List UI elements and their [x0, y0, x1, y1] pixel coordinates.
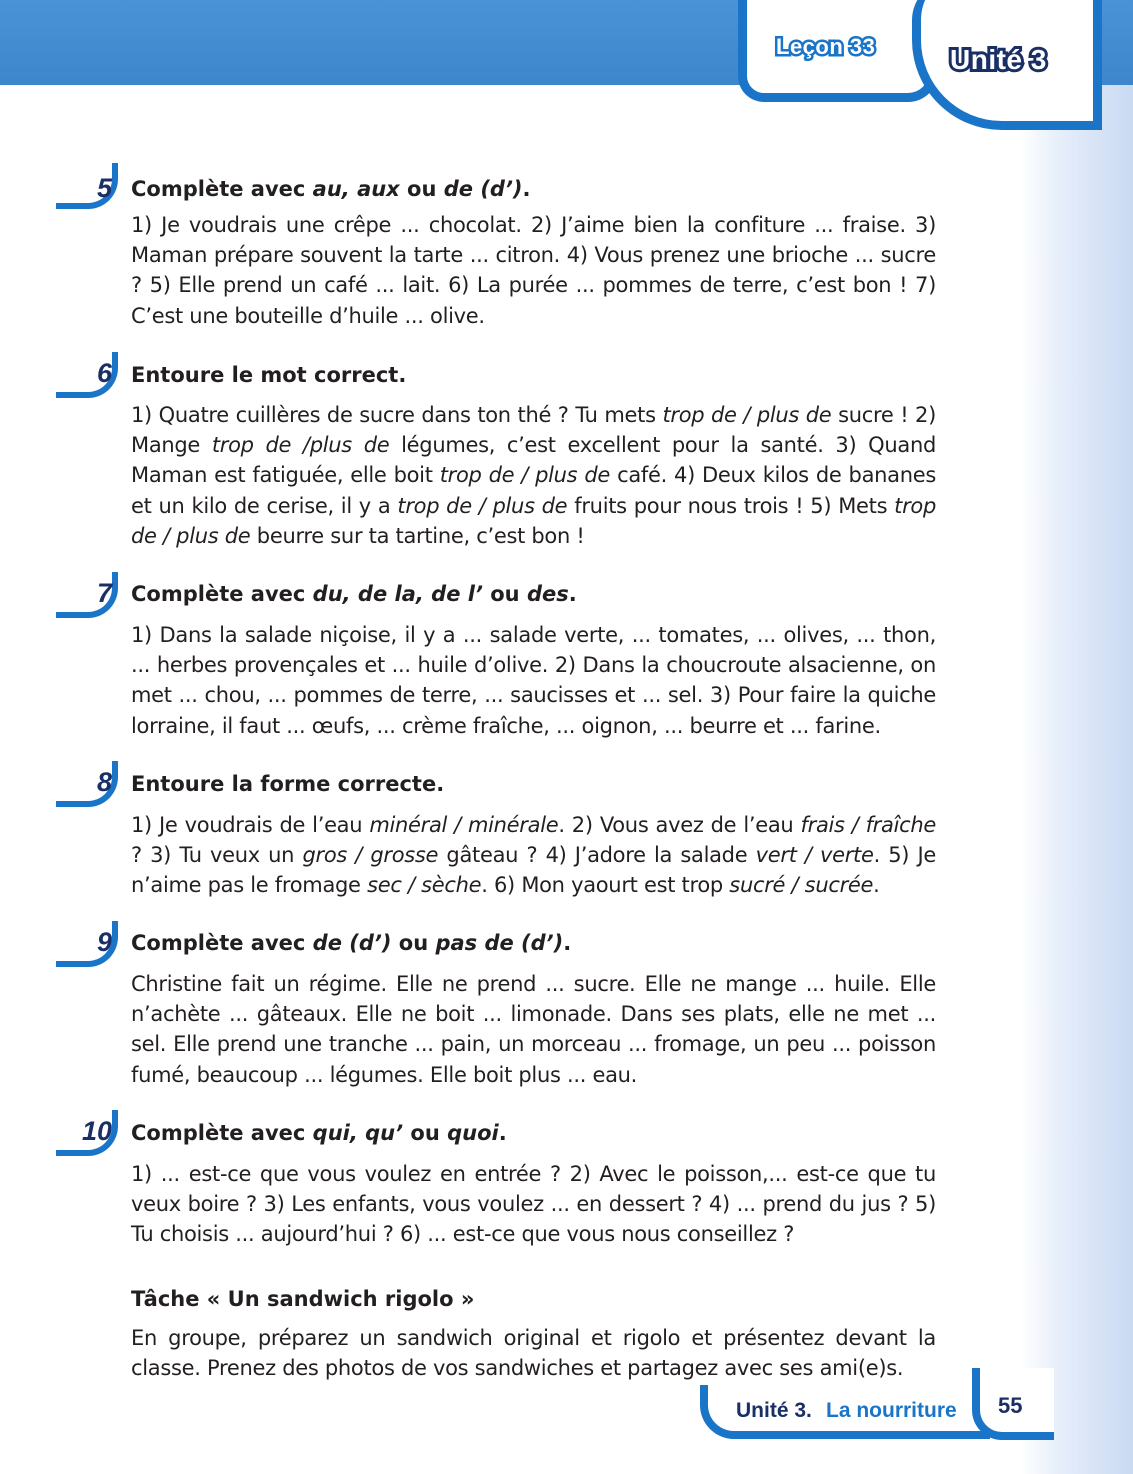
exercise-title: Complète avec au, aux ou de (d’).	[131, 177, 531, 201]
task-body: En groupe, préparez un sandwich original et rigolo et présentez devant la classe. Prenez des photos de vos sandwiches et partagez avec ses ami(e)s.	[131, 1326, 936, 1381]
exercise-number: 10	[81, 1116, 112, 1146]
exercise-title: Complète avec qui, qu’ ou quoi.	[131, 1121, 507, 1145]
unit-badge: Unité 3	[950, 44, 1047, 75]
exercise-body: 1) ... est-ce que vous voulez en entrée ? 2) Avec le poisson,... est-ce que tu veux boire ? 3) Les enfants, vous voulez ... en dessert ? 4) ... prend du jus ? 5) Tu choisis ... aujourd’hui ? 6) ... est-ce que vous nous conseillez ?	[131, 1162, 936, 1247]
exercise-number: 8	[96, 767, 112, 797]
task-title: Tâche « Un sandwich rigolo »	[131, 1287, 475, 1311]
exercise-number: 6	[96, 358, 112, 388]
exercise-title: Entoure la forme correcte.	[131, 772, 445, 796]
exercise-body: 1) Quatre cuillères de sucre dans ton thé ? Tu mets trop de / plus de sucre ! 2) Mange trop de /plus de légumes, c’est excellent pour la santé. 3) Quand Maman est fatiguée, elle boit trop de / plus de café. 4) Deux kilos de bananes et un kilo de cerise, il y a trop de / plus de fruits pour nous trois ! 5) Mets trop de / plus de beurre sur ta tartine, c’est bon !	[131, 403, 937, 548]
side-gradient-strip	[1020, 0, 1133, 1474]
footer-unit-label: Unité 3.	[736, 1399, 812, 1422]
exercise-number: 5	[96, 173, 112, 203]
page-number: 55	[998, 1393, 1023, 1418]
exercise-number: 9	[96, 927, 112, 957]
exercise-body: Christine fait un régime. Elle ne prend ... sucre. Elle ne mange ... huile. Elle n’achète ... gâteaux. Elle ne boit ... limonade. Dans ses plats, elle ne met ... sel. Elle prend une tranche ... pain, un morceau ... fromage, un peu ... poisson fumé, beaucoup ... légumes. Elle boit plus ... eau.	[131, 972, 936, 1087]
exercise-title: Complète avec de (d’) ou pas de (d’).	[131, 931, 572, 955]
exercise-body: 1) Je voudrais de l’eau minéral / minérale. 2) Vous avez de l’eau frais / fraîche ? 3) Tu veux un gros / grosse gâteau ? 4) J’adore la salade vert / verte. 5) Je n’aime pas le fromage sec / sèche. 6) Mon yaourt est trop sucré / sucrée.	[131, 813, 936, 898]
lesson-badge: Leçon 33	[776, 34, 876, 59]
footer-theme-label: La nourriture	[826, 1399, 957, 1422]
exercise-title: Entoure le mot correct.	[131, 363, 407, 387]
exercise-body: 1) Je voudrais une crêpe ... chocolat. 2) J’aime bien la confiture ... fraise. 3) Maman prépare souvent la tarte ... citron. 4) Vous prenez une brioche ... sucre ? 5) Elle prend un café ... lait. 6) La purée ... pommes de terre, c’est bon ! 7) C’est une bouteille d’huile ... olive.	[131, 213, 936, 328]
exercise-title: Complète avec du, de la, de l’ ou des.	[131, 582, 577, 606]
exercise-number: 7	[96, 578, 112, 608]
exercise-body: 1) Dans la salade niçoise, il y a ... salade verte, ... tomates, ... olives, ... thon, ... herbes provençales et ... huile d’olive. 2) Dans la choucroute alsacienne, on met ... chou, ... pommes de terre, ... saucisses et ... sel. 3) Pour faire la quiche lorraine, il faut ... œufs, ... crème fraîche, ... oignon, ... beurre et ... farine.	[131, 623, 936, 738]
